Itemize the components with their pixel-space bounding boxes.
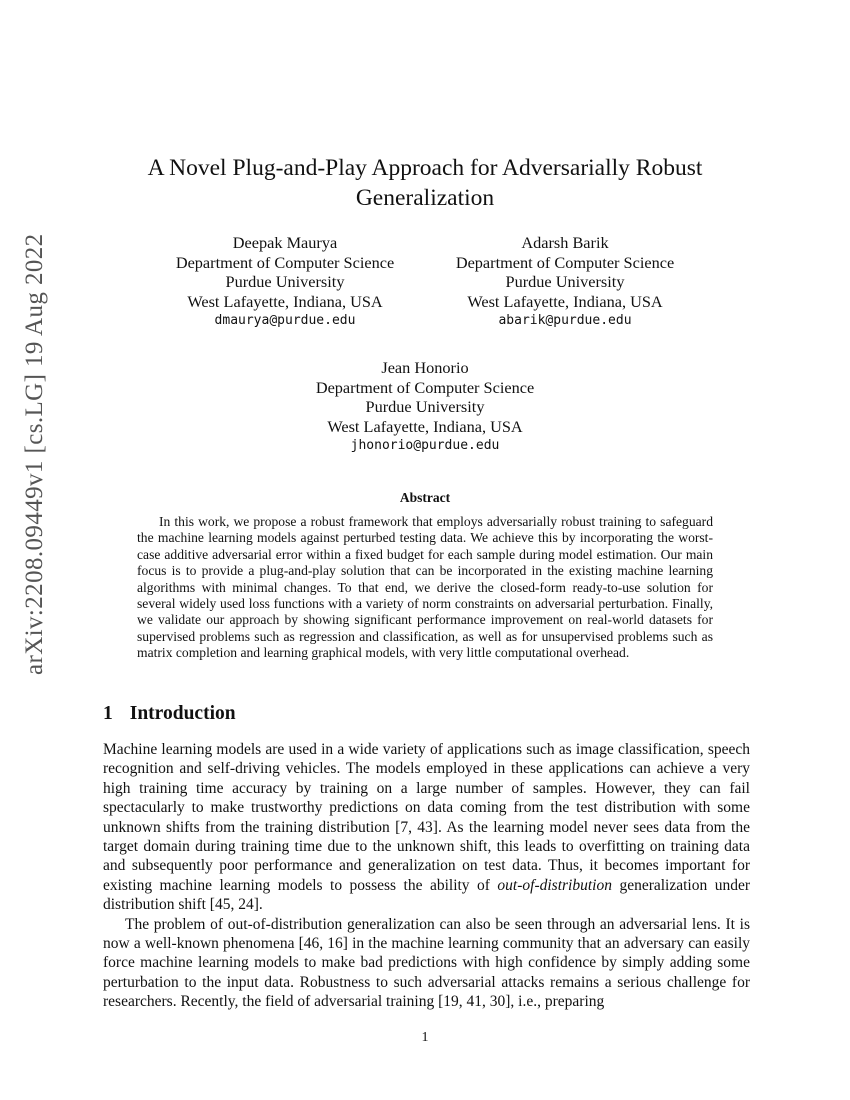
author-block-3 <box>305 358 545 456</box>
author-location: West Lafayette, Indiana, USA <box>187 291 383 311</box>
author-name: Adarsh Barik <box>521 233 609 252</box>
author-department: Department of Computer Science <box>455 252 675 272</box>
page-number: 1 <box>421 1030 429 1045</box>
author-email[interactable]: dmaurya@purdue.edu <box>214 313 356 328</box>
section-title: Introduction <box>129 703 236 724</box>
paragraph-1-text-a: Machine learning models are used in a wide variety of applications such as image classification, speech recognition and self-driving vehicles. The models employed in these applications can achieve a very high training time accuracy by training on a large number of samples. However, they can fail spectacularly to make trustworthy predictions on data coming from the test distribution with some unknown shifts from the training distribution [7, 43]. As the learning model never sees data from the target domain during training time due to the unknown shift, this leads to overfitting on training data and subsequently poor performance and generalization on test data. Thus, it becomes important for existing machine learning models to possess the ability of <box>103 741 750 894</box>
author-university: Purdue University <box>505 272 625 291</box>
abstract-body <box>137 514 713 662</box>
author-department: Department of Computer Science <box>175 252 395 272</box>
author-block-1 <box>165 233 405 331</box>
introduction-body <box>103 740 750 1012</box>
author-department: Department of Computer Science <box>315 377 535 397</box>
section-heading <box>103 703 236 725</box>
author-name: Jean Honorio <box>381 358 469 377</box>
section-number: 1 <box>103 703 113 724</box>
author-email[interactable]: abarik@purdue.edu <box>498 313 632 328</box>
paper-title <box>100 153 750 213</box>
author-block-2 <box>445 233 685 331</box>
paragraph-2: The problem of out-of-distribution generalization can also be seen through an adversarial lens. It is now a well-known phenomena [46, 16] in the machine learning community that an adversary can easily force machine learning models to make bad predictions with high confidence by simply adding some perturbation to the input data. Robustness to such adversarial attacks remains a serious challenge for researchers. Recently, the field of adversarial training [19, 41, 30], i.e., preparing <box>103 915 750 1011</box>
author-email[interactable]: jhonorio@purdue.edu <box>350 438 500 453</box>
paragraph-1 <box>103 740 750 915</box>
author-location: West Lafayette, Indiana, USA <box>467 291 663 311</box>
paragraph-1-italic: out-of-distribution <box>497 876 612 894</box>
abstract-heading: Abstract <box>399 490 451 505</box>
arxiv-identifier: arXiv:2208.09449v1 [cs.LG] 19 Aug 2022 <box>21 233 48 675</box>
paragraph-1-text-b: generalization under distribution shift [45, 24]. <box>103 876 750 914</box>
author-university: Purdue University <box>365 397 485 416</box>
author-name: Deepak Maurya <box>232 233 338 252</box>
author-location: West Lafayette, Indiana, USA <box>327 416 523 436</box>
abstract-text: In this work, we propose a robust framework that employs adversarially robust training to safeguard the machine learning models against perturbed testing data. We achieve this by incorporating the worst-case additive adversarial error within a fixed budget for each sample during model estimation. Our main focus is to provide a plug-and-play solution that can be incorporated in the existing machine learning algorithms with minimal changes. To that end, we derive the closed-form ready-to-use solution for several widely used loss functions with a variety of norm constraints on adversarial perturbation. Finally, we validate our approach by showing significant performance improvement on real-world datasets for supervised problems such as regression and classification, as well as for unsupervised problems such as matrix completion and learning graphical models, with very little computational overhead. <box>137 514 713 661</box>
title-line-1: A Novel Plug-and-Play Approach for Adversarially Robust <box>147 155 703 181</box>
title-line-2: Generalization <box>355 185 495 211</box>
author-university: Purdue University <box>225 272 345 291</box>
